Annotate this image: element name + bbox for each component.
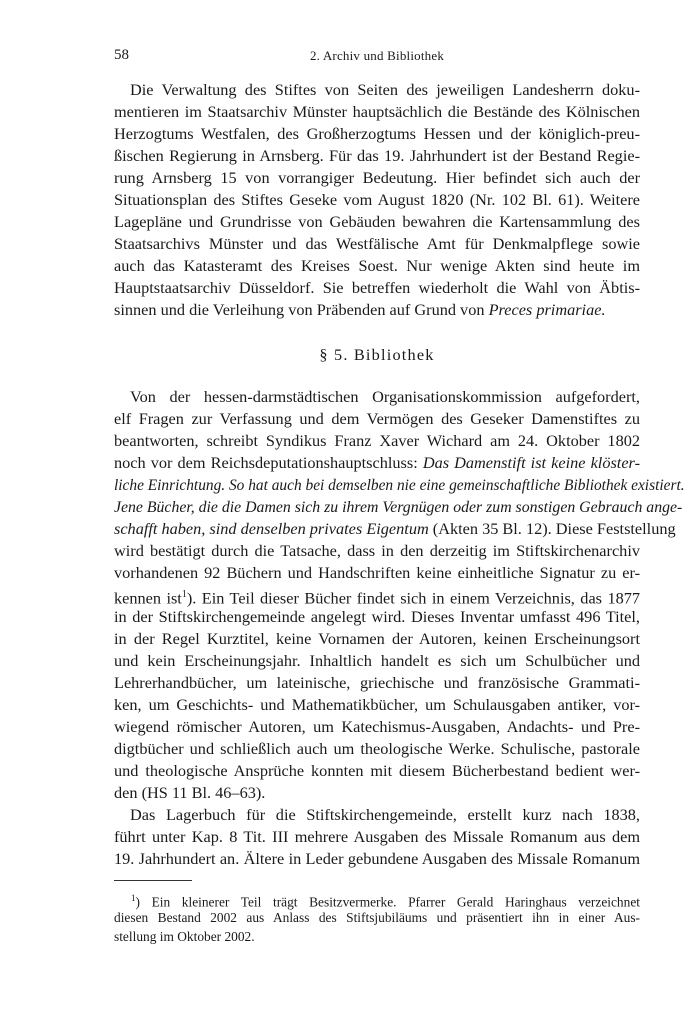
p1-line: Lagepläne und Grundrisse von Gebäuden bewahren die Kartensammlung des (114, 212, 640, 231)
quote-text: schafft haben, sind denselben privates Eigentum (114, 519, 429, 538)
p1-line: auch das Katasteramt des Kreises Soest. Nur wenige Akten sind heute im (114, 256, 640, 275)
p2-line: digtbücher und schließlich auch um theologische Werke. Schulische, pastorale (114, 739, 640, 758)
p2-line: den (HS 11 Bl. 46–63). (114, 783, 266, 802)
p2-line: Lehrerhandbücher, um lateinische, griechische und französische Grammati- (114, 673, 640, 692)
p1-line (114, 300, 640, 320)
footnote-line: diesen Bestand 2002 aus Anlass des Stiftsjubiläums und präsentiert ihn in einer Aus- (114, 910, 640, 925)
p3-line: 19. Jahrhundert an. Ältere in Leder gebundene Ausgaben des Missale Romanum (114, 849, 640, 868)
p2-text: kennen ist (114, 588, 182, 608)
p2-line: vorhandenen 92 Büchern und Handschriften keine einheitliche Signatur zu er- (114, 563, 640, 582)
footnote-line: stellung im Oktober 2002. (114, 929, 255, 944)
p1-text: sinnen und die Verleihung von Präbenden auf Grund von (114, 300, 489, 319)
p1-line: Hauptstaatsarchiv Düsseldorf. Sie betreffen wiederholt die Wahl von Äbtis- (114, 278, 640, 297)
p2-line: ken, um Geschichts- und Mathematikbücher, um Schulausgaben antiker, vor- (114, 695, 640, 714)
footnote-rule (114, 880, 192, 881)
quote-text: liche Einrichtung. So hat auch bei demselben nie eine gemeinschaftliche Bibliothek existiert. (114, 477, 685, 494)
p2-line (114, 453, 640, 473)
running-title: 2. Archiv und Bibliothek (309, 48, 445, 63)
p2-line (114, 519, 676, 539)
p2-text: (Akten 35 Bl. 12). Diese Feststellung (428, 519, 676, 538)
p1-line: Die Verwaltung des Stiftes von Seiten des jeweiligen Landesherrn doku- (130, 80, 640, 99)
p2-line: in der Regel Kurztitel, keine Vornamen der Autoren, keinen Erscheinungsort (114, 629, 640, 648)
footnote-text: ) Ein kleinerer Teil trägt Besitzvermerke. Pfarrer Gerald Haringhaus verzeichnet (135, 894, 640, 910)
footnote-line (131, 890, 640, 910)
p1-line: Situationsplan des Stiftes Geseke vom August 1820 (Nr. 102 Bl. 61). Weitere (114, 190, 640, 209)
p1-line: ßischen Regierung in Arnsberg. Für das 19. Jahrhundert ist der Bestand Regie- (114, 146, 640, 165)
p2-line (114, 585, 640, 608)
p3-line: Das Lagerbuch für die Stiftskirchengemeinde, erstellt kurz nach 1838, (130, 805, 640, 824)
p2-line: wiegend römischer Autoren, um Katechismus-Ausgaben, Andachts- und Pre- (114, 717, 640, 736)
p1-line: Staatsarchivs Münster und das Westfälische Amt für Denkmalpflege sowie (114, 234, 640, 253)
p1-line: mentieren im Staatsarchiv Münster hauptsächlich die Bestände des Kölnischen (114, 102, 640, 121)
p2-line (114, 497, 683, 518)
quote-text: Jene Bücher, die die Damen sich zu ihrem Vergnügen oder zum sonstigen Gebrauch ange- (114, 499, 683, 516)
footnote-marker: 1 (131, 893, 136, 903)
p2-text: ). Ein Teil dieser Bücher findet sich in einem Verzeichnis, das 1877 (186, 588, 641, 608)
p2-line: elf Fragen zur Verfassung und dem Vermögen des Geseker Damenstiftes zu (114, 409, 640, 428)
p2-line: in der Stiftskirchengemeinde angelegt wird. Dieses Inventar umfasst 496 Titel, (114, 607, 640, 626)
page-number: 58 (114, 47, 129, 63)
p2-text: noch vor dem Reichsdeputationshauptschluss: (114, 453, 423, 472)
footnote-ref: 1 (181, 589, 187, 600)
section-heading: § 5. Bibliothek (319, 345, 435, 364)
p2-line (114, 475, 685, 496)
p3-line: führt unter Kap. 8 Tit. III mehrere Ausgaben des Missale Romanum aus dem (114, 827, 640, 846)
p2-line: Von der hessen-darmstädtischen Organisationskommission aufgefordert, (130, 387, 640, 406)
p1-line: rung Arnsberg 15 von vorrangiger Bedeutung. Hier befindet sich auch der (114, 168, 640, 187)
p2-line: wird bestätigt durch die Tatsache, dass in den derzeitig im Stiftskirchenarchiv (114, 541, 640, 560)
p1-line: Herzogtums Westfalen, des Großherzogtums Hessen und der königlich-preu- (114, 124, 640, 143)
p2-line: beantworten, schreibt Syndikus Franz Xaver Wichard am 24. Oktober 1802 (114, 431, 640, 450)
p2-line: und theologische Ansprüche konnten mit diesem Bücherbestand bedient wer- (114, 761, 640, 780)
quote-text: Das Damenstift ist keine klöster- (422, 453, 640, 472)
italic-term: Preces primariae. (488, 300, 606, 319)
p2-line: und kein Erscheinungsjahr. Inhaltlich handelt es sich um Schulbücher und (114, 651, 640, 670)
